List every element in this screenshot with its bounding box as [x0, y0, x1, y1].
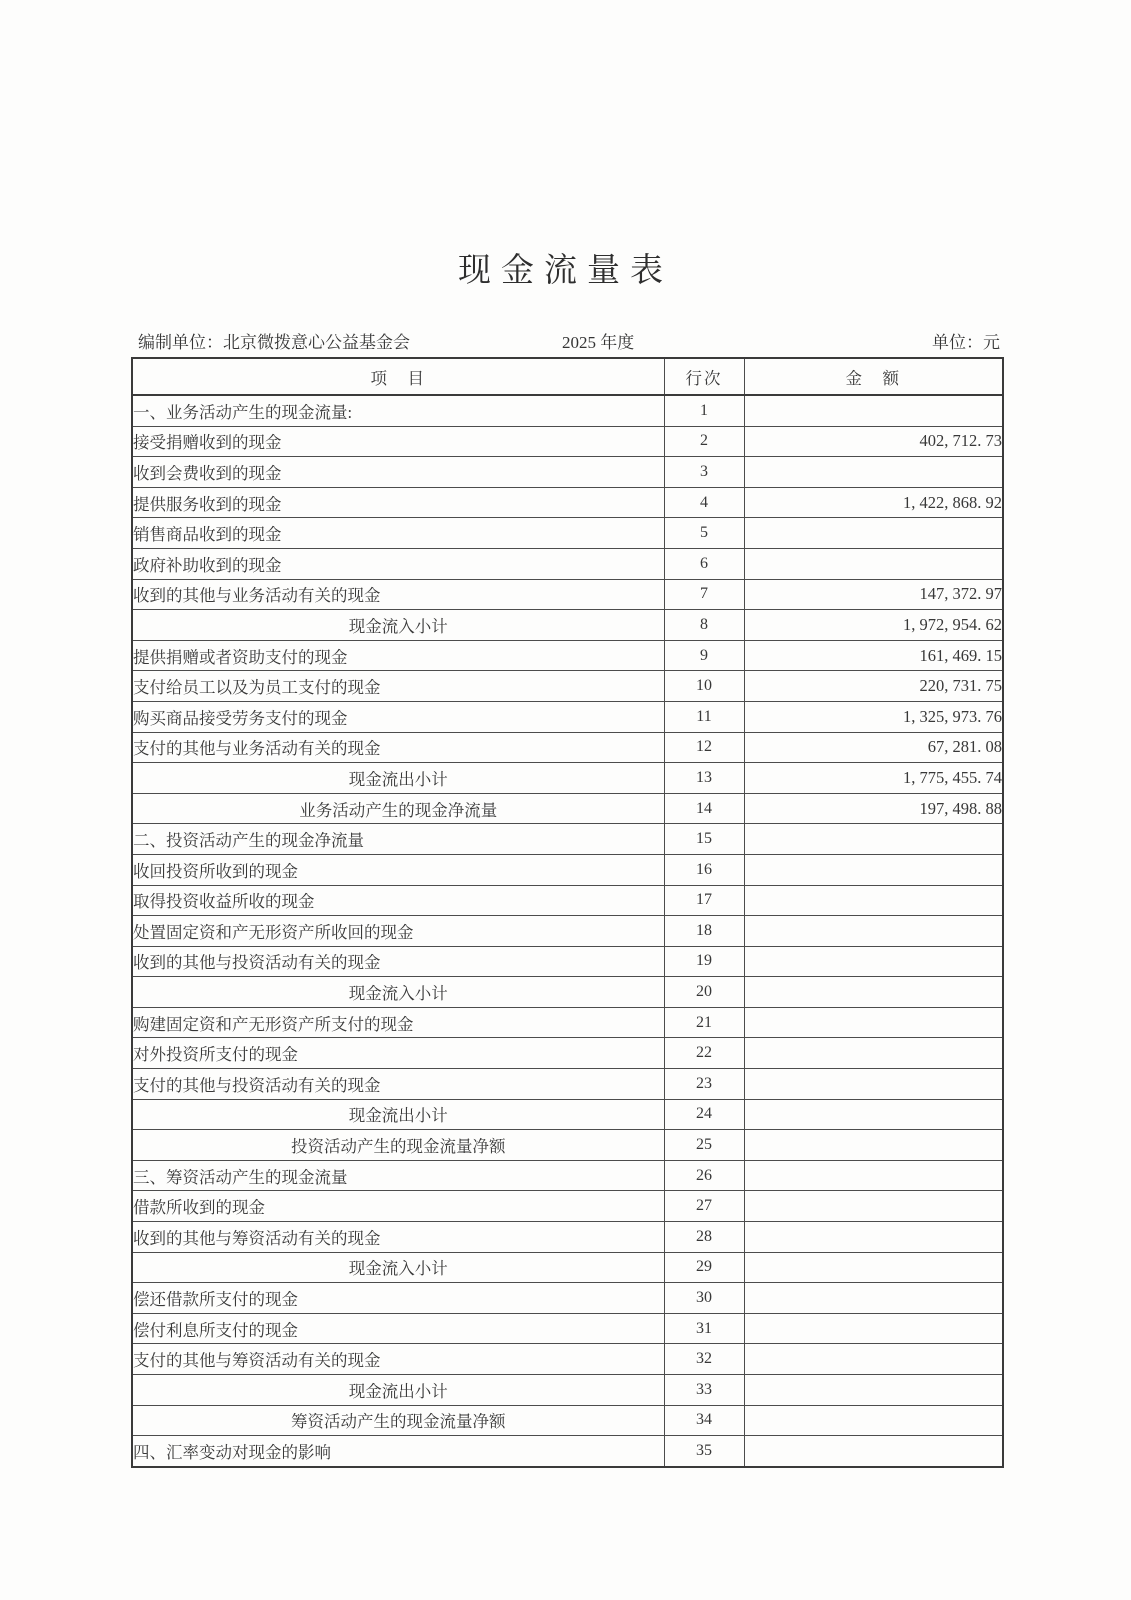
- table-row: [132, 701, 1003, 732]
- table-row: [132, 1007, 1003, 1038]
- amount-cell: [744, 1069, 1003, 1100]
- item-cell: 现金流入小计: [132, 1252, 664, 1283]
- line-number-cell: 33: [664, 1375, 744, 1406]
- table-row: [132, 885, 1003, 916]
- amount-cell: [744, 1375, 1003, 1406]
- line-number-cell: 8: [664, 610, 744, 641]
- amount-cell: 1, 325, 973. 76: [744, 701, 1003, 732]
- line-number-cell: 31: [664, 1313, 744, 1344]
- table-row: [132, 1405, 1003, 1436]
- line-number-cell: 24: [664, 1099, 744, 1130]
- line-number-cell: 26: [664, 1160, 744, 1191]
- line-number-cell: 12: [664, 732, 744, 763]
- amount-cell: [744, 885, 1003, 916]
- line-number-cell: 9: [664, 640, 744, 671]
- amount-cell: 220, 731. 75: [744, 671, 1003, 702]
- amount-cell: [744, 395, 1003, 426]
- table-row: [132, 1344, 1003, 1375]
- item-cell: 支付的其他与投资活动有关的现金: [132, 1069, 664, 1100]
- amount-cell: [744, 518, 1003, 549]
- table-row: [132, 824, 1003, 855]
- table-row: [132, 1436, 1003, 1467]
- item-cell: 对外投资所支付的现金: [132, 1038, 664, 1069]
- item-cell: 现金流出小计: [132, 1099, 664, 1130]
- table-row: [132, 1252, 1003, 1283]
- item-cell: 现金流入小计: [132, 977, 664, 1008]
- cash-flow-table: [131, 357, 1004, 1468]
- amount-cell: 161, 469. 15: [744, 640, 1003, 671]
- line-number-cell: 32: [664, 1344, 744, 1375]
- table-body: [132, 395, 1003, 1467]
- table-row: [132, 1069, 1003, 1100]
- item-cell: 二、投资活动产生的现金净流量: [132, 824, 664, 855]
- line-number-cell: 14: [664, 793, 744, 824]
- line-number-cell: 23: [664, 1069, 744, 1100]
- line-number-cell: 7: [664, 579, 744, 610]
- line-number-cell: 19: [664, 946, 744, 977]
- amount-cell: 67, 281. 08: [744, 732, 1003, 763]
- amount-cell: 147, 372. 97: [744, 579, 1003, 610]
- item-cell: 业务活动产生的现金净流量: [132, 793, 664, 824]
- table-row: [132, 763, 1003, 794]
- line-number-cell: 34: [664, 1405, 744, 1436]
- item-cell: 处置固定资和产无形资产所收回的现金: [132, 916, 664, 947]
- line-number-cell: 13: [664, 763, 744, 794]
- item-cell: 政府补助收到的现金: [132, 548, 664, 579]
- line-number-cell: 16: [664, 854, 744, 885]
- table-row: [132, 487, 1003, 518]
- table-row: [132, 426, 1003, 457]
- amount-cell: 402, 712. 73: [744, 426, 1003, 457]
- table-row: [132, 1099, 1003, 1130]
- item-cell: 支付的其他与筹资活动有关的现金: [132, 1344, 664, 1375]
- table-row: [132, 977, 1003, 1008]
- column-header-line-number: 行次: [664, 358, 744, 395]
- item-cell: 现金流出小计: [132, 763, 664, 794]
- table-row: [132, 793, 1003, 824]
- item-cell: 筹资活动产生的现金流量净额: [132, 1405, 664, 1436]
- table-row: [132, 671, 1003, 702]
- item-cell: 收到会费收到的现金: [132, 457, 664, 488]
- amount-cell: [744, 854, 1003, 885]
- table-header: [132, 358, 1003, 395]
- amount-cell: [744, 1436, 1003, 1467]
- table-row: [132, 457, 1003, 488]
- line-number-cell: 1: [664, 395, 744, 426]
- line-number-cell: 11: [664, 701, 744, 732]
- item-cell: 购建固定资和产无形资产所支付的现金: [132, 1007, 664, 1038]
- table-row: [132, 1313, 1003, 1344]
- table-row: [132, 610, 1003, 641]
- amount-cell: [744, 548, 1003, 579]
- table-row: [132, 640, 1003, 671]
- table-row: [132, 946, 1003, 977]
- amount-cell: [744, 1007, 1003, 1038]
- line-number-cell: 27: [664, 1191, 744, 1222]
- line-number-cell: 4: [664, 487, 744, 518]
- amount-cell: 1, 775, 455. 74: [744, 763, 1003, 794]
- item-cell: 收到的其他与筹资活动有关的现金: [132, 1222, 664, 1253]
- line-number-cell: 10: [664, 671, 744, 702]
- line-number-cell: 3: [664, 457, 744, 488]
- table-row: [132, 1160, 1003, 1191]
- item-cell: 收到的其他与投资活动有关的现金: [132, 946, 664, 977]
- currency-unit-label: 单位：元: [932, 333, 1000, 352]
- amount-cell: [744, 1191, 1003, 1222]
- amount-cell: [744, 1160, 1003, 1191]
- item-cell: 接受捐赠收到的现金: [132, 426, 664, 457]
- line-number-cell: 22: [664, 1038, 744, 1069]
- amount-cell: 1, 972, 954. 62: [744, 610, 1003, 641]
- amount-cell: [744, 457, 1003, 488]
- amount-cell: [744, 1222, 1003, 1253]
- table-row: [132, 1191, 1003, 1222]
- amount-cell: [744, 1405, 1003, 1436]
- line-number-cell: 30: [664, 1283, 744, 1314]
- table-row: [132, 1130, 1003, 1161]
- amount-cell: 1, 422, 868. 92: [744, 487, 1003, 518]
- line-number-cell: 20: [664, 977, 744, 1008]
- table-row: [132, 548, 1003, 579]
- item-cell: 借款所收到的现金: [132, 1191, 664, 1222]
- table-row: [132, 854, 1003, 885]
- item-cell: 取得投资收益所收的现金: [132, 885, 664, 916]
- item-cell: 三、筹资活动产生的现金流量: [132, 1160, 664, 1191]
- page-title: 现金流量表: [458, 253, 673, 289]
- item-cell: 收回投资所收到的现金: [132, 854, 664, 885]
- amount-cell: [744, 916, 1003, 947]
- prepared-by-label: 编制单位：北京微拨意心公益基金会: [138, 333, 410, 352]
- column-header-item: 项 目: [132, 358, 664, 395]
- item-cell: 现金流出小计: [132, 1375, 664, 1406]
- item-cell: 销售商品收到的现金: [132, 518, 664, 549]
- column-header-amount: 金 额: [744, 358, 1003, 395]
- amount-cell: [744, 977, 1003, 1008]
- item-cell: 购买商品接受劳务支付的现金: [132, 701, 664, 732]
- item-cell: 偿付利息所支付的现金: [132, 1313, 664, 1344]
- item-cell: 支付的其他与业务活动有关的现金: [132, 732, 664, 763]
- line-number-cell: 18: [664, 916, 744, 947]
- amount-cell: [744, 1344, 1003, 1375]
- fiscal-period-label: 2025 年度: [562, 333, 635, 352]
- item-cell: 四、汇率变动对现金的影响: [132, 1436, 664, 1467]
- amount-cell: [744, 946, 1003, 977]
- line-number-cell: 17: [664, 885, 744, 916]
- amount-cell: [744, 1313, 1003, 1344]
- amount-cell: [744, 1283, 1003, 1314]
- item-cell: 偿还借款所支付的现金: [132, 1283, 664, 1314]
- table-row: [132, 1038, 1003, 1069]
- line-number-cell: 28: [664, 1222, 744, 1253]
- table-row: [132, 916, 1003, 947]
- amount-cell: [744, 1130, 1003, 1161]
- amount-cell: [744, 1252, 1003, 1283]
- line-number-cell: 29: [664, 1252, 744, 1283]
- table-row: [132, 579, 1003, 610]
- line-number-cell: 21: [664, 1007, 744, 1038]
- item-cell: 提供服务收到的现金: [132, 487, 664, 518]
- table-row: [132, 1375, 1003, 1406]
- item-cell: 投资活动产生的现金流量净额: [132, 1130, 664, 1161]
- table-row: [132, 1283, 1003, 1314]
- line-number-cell: 25: [664, 1130, 744, 1161]
- amount-cell: [744, 1099, 1003, 1130]
- item-cell: 提供捐赠或者资助支付的现金: [132, 640, 664, 671]
- document-meta-row: [131, 328, 1002, 352]
- item-cell: 现金流入小计: [132, 610, 664, 641]
- amount-cell: [744, 824, 1003, 855]
- line-number-cell: 6: [664, 548, 744, 579]
- table-row: [132, 518, 1003, 549]
- table-row: [132, 732, 1003, 763]
- table-row: [132, 395, 1003, 426]
- item-cell: 支付给员工以及为员工支付的现金: [132, 671, 664, 702]
- amount-cell: [744, 1038, 1003, 1069]
- item-cell: 收到的其他与业务活动有关的现金: [132, 579, 664, 610]
- line-number-cell: 5: [664, 518, 744, 549]
- line-number-cell: 2: [664, 426, 744, 457]
- table-row: [132, 1222, 1003, 1253]
- line-number-cell: 15: [664, 824, 744, 855]
- amount-cell: 197, 498. 88: [744, 793, 1003, 824]
- line-number-cell: 35: [664, 1436, 744, 1467]
- item-cell: 一、业务活动产生的现金流量:: [132, 395, 664, 426]
